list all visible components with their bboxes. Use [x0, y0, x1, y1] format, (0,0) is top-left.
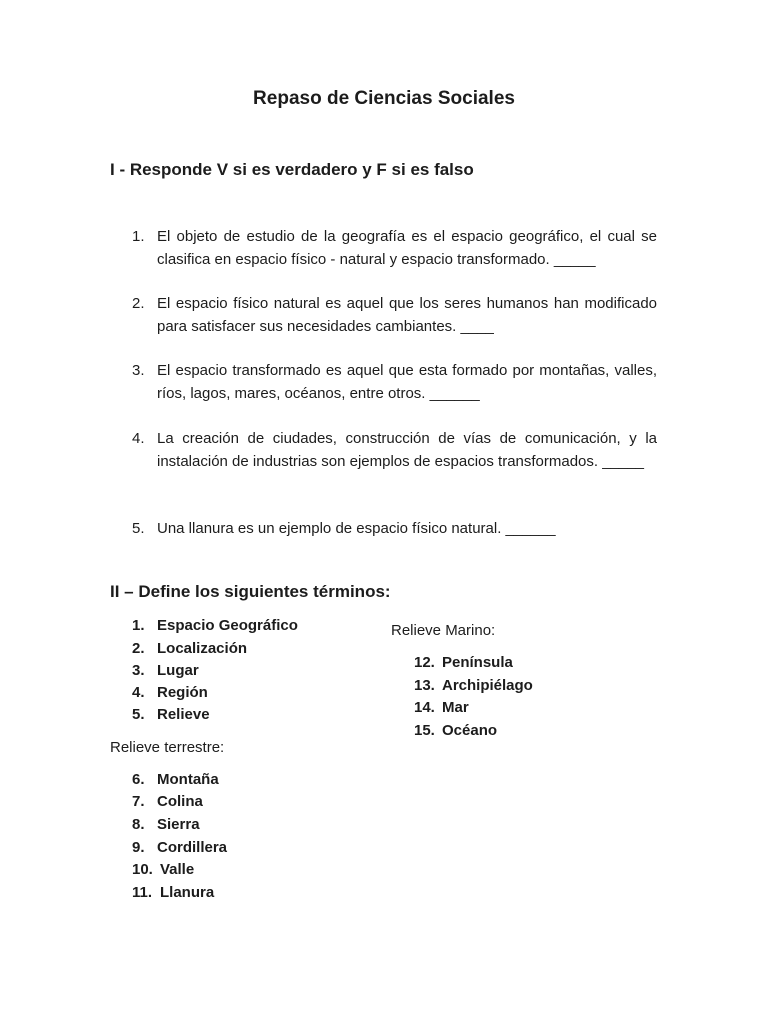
- term-number: 14.: [414, 699, 435, 716]
- question-1: [132, 225, 657, 271]
- question-text: Una llanura es un ejemplo de espacio físico natural. ______: [157, 520, 556, 537]
- term-text: Colina: [157, 793, 203, 810]
- term-number: 13.: [414, 677, 435, 694]
- term-item: [132, 884, 214, 901]
- term-item: [132, 793, 203, 810]
- question-4: [132, 427, 657, 473]
- term-item: [132, 617, 298, 634]
- term-item: [132, 816, 200, 833]
- term-number: 3.: [132, 662, 145, 679]
- term-text: Espacio Geográfico: [157, 617, 298, 634]
- term-item: [132, 706, 210, 723]
- section-2-heading: II – Define los siguientes términos:: [110, 582, 391, 601]
- term-text: Relieve: [157, 706, 210, 723]
- term-text: Península: [442, 654, 513, 671]
- term-item: [132, 640, 247, 657]
- term-number: 2.: [132, 640, 145, 657]
- term-text: Localización: [157, 640, 248, 657]
- question-5: [132, 517, 657, 540]
- term-text: Archipiélago: [442, 677, 533, 694]
- term-item: [132, 771, 219, 788]
- question-number: 3.: [132, 362, 145, 379]
- term-item: [414, 722, 497, 739]
- term-number: 1.: [132, 617, 145, 634]
- question-text: El espacio transformado es aquel que esta formado por montañas, valles, ríos, lagos, mares, océanos, entre otros. ______: [157, 362, 657, 402]
- question-2: [132, 292, 657, 338]
- term-number: 11.: [132, 884, 153, 901]
- term-text: Región: [157, 684, 208, 701]
- term-text: Océano: [442, 722, 498, 739]
- section-1-heading: I - Responde V si es verdadero y F si es falso: [110, 160, 474, 179]
- term-text: Lugar: [157, 662, 199, 679]
- question-text: El espacio físico natural es aquel que los seres humanos han modificado para satisfacer sus necesidades cambiantes. ____: [157, 295, 657, 335]
- term-number: 9.: [132, 839, 145, 856]
- term-text: Sierra: [157, 816, 200, 833]
- term-item: [414, 699, 469, 716]
- question-text: El objeto de estudio de la geografía es el espacio geográfico, el cual se clasifica en espacio físico - natural y espacio transformado. _____: [157, 228, 657, 268]
- question-number: 2.: [132, 295, 145, 312]
- term-item: [132, 861, 194, 878]
- term-item: [132, 684, 208, 701]
- term-text: Montaña: [157, 771, 219, 788]
- term-text: Cordillera: [157, 839, 228, 856]
- relieve-marino-label: Relieve Marino:: [391, 622, 496, 639]
- term-number: 7.: [132, 793, 145, 810]
- term-text: Llanura: [160, 884, 215, 901]
- question-number: 4.: [132, 430, 145, 447]
- term-number: 8.: [132, 816, 145, 833]
- term-number: 12.: [414, 654, 435, 671]
- term-number: 6.: [132, 771, 145, 788]
- term-number: 5.: [132, 706, 145, 723]
- term-text: Valle: [160, 861, 195, 878]
- question-text: La creación de ciudades, construcción de vías de comunicación, y la instalación de industrias son ejemplos de espacios transformados. _____: [157, 430, 657, 470]
- term-item: [132, 662, 199, 679]
- relieve-terrestre-label: Relieve terrestre:: [110, 739, 225, 756]
- term-number: 10.: [132, 861, 153, 878]
- question-number: 5.: [132, 520, 145, 537]
- page-title: Repaso de Ciencias Sociales: [253, 88, 515, 109]
- question-number: 1.: [132, 228, 145, 245]
- term-item: [132, 839, 227, 856]
- question-3: [132, 359, 657, 405]
- term-item: [414, 654, 513, 671]
- term-text: Mar: [442, 699, 469, 716]
- term-item: [414, 677, 533, 694]
- term-number: 4.: [132, 684, 145, 701]
- term-number: 15.: [414, 722, 435, 739]
